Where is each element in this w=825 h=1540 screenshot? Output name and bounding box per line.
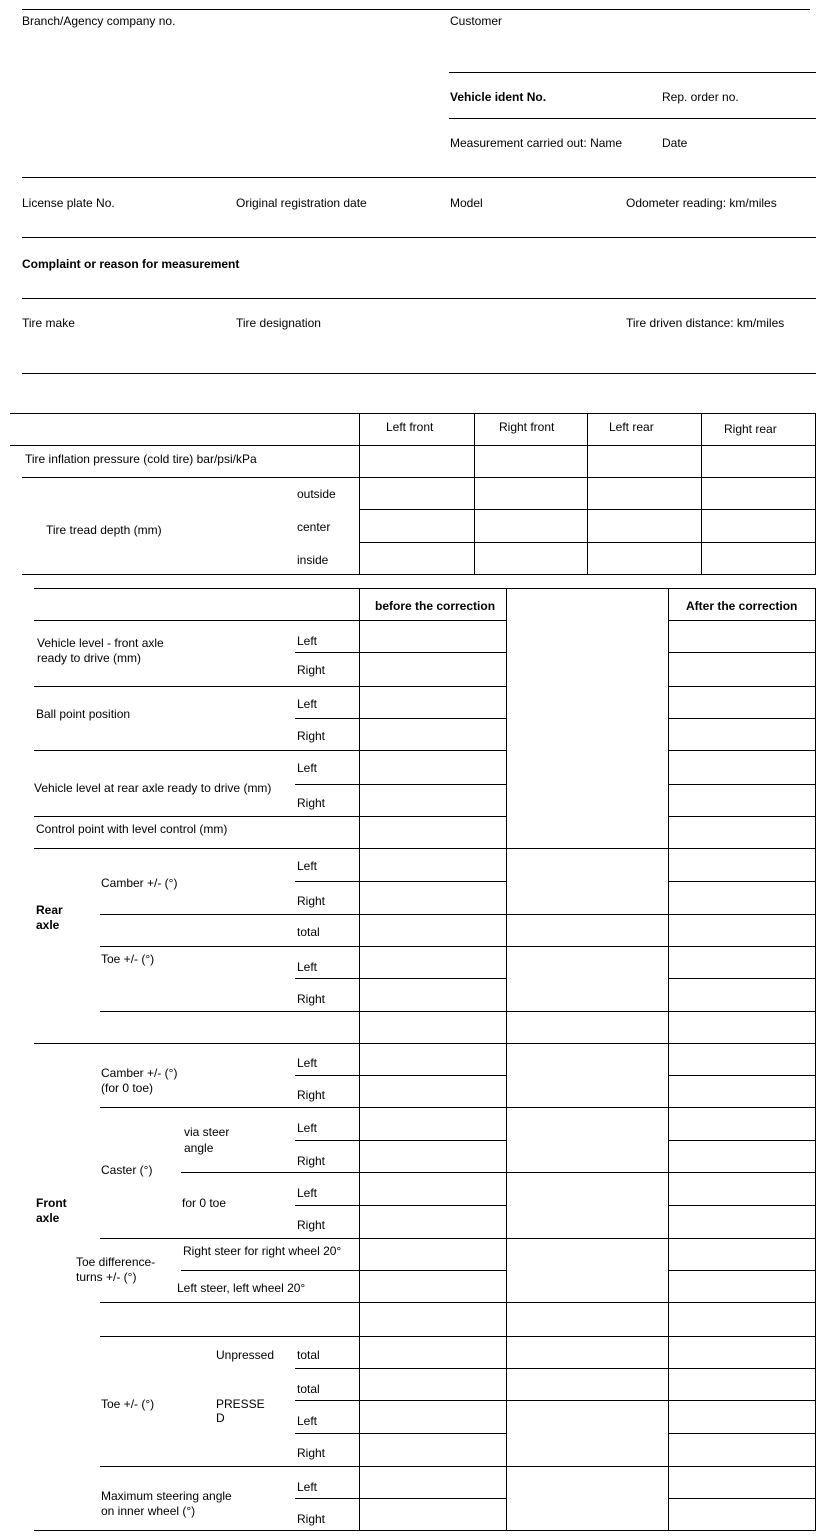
ball-point-label: Ball point position [36, 707, 131, 721]
tread-depth-label: Tire tread depth (mm) [46, 523, 162, 537]
rule [100, 1107, 816, 1108]
rear-toe-label: Toe +/- (°) [101, 952, 155, 966]
rule [359, 413, 360, 574]
rule [34, 848, 816, 849]
right-label: Right [297, 1218, 326, 1232]
vehicle-ident-label: Vehicle ident No. [450, 90, 547, 104]
max-steer-label: on inner wheel (°) [101, 1504, 196, 1518]
toe-difference-label: Toe difference- [76, 1255, 156, 1269]
after-correction-header: After the correction [686, 599, 798, 613]
control-point-label: Control point with level control (mm) [36, 822, 228, 836]
rule [587, 413, 588, 574]
rule [295, 1400, 816, 1401]
left-label: Left [297, 1186, 318, 1200]
rule [295, 1498, 507, 1499]
rule [295, 784, 507, 785]
rule [668, 652, 816, 653]
rule [701, 413, 702, 574]
for-zero-toe-label: for 0 toe [182, 1196, 227, 1210]
rule [100, 1302, 816, 1303]
via-steer-label: angle [184, 1141, 214, 1155]
rule [22, 373, 816, 374]
rule [22, 298, 816, 299]
rule [474, 413, 475, 574]
via-steer-label: via steer [184, 1125, 230, 1139]
rule [668, 1433, 816, 1434]
rule [22, 574, 816, 575]
col-left-rear: Left rear [609, 420, 654, 434]
before-correction-header: before the correction [375, 599, 496, 613]
rule [668, 588, 669, 1530]
rule [668, 816, 816, 817]
rule [668, 978, 816, 979]
rep-order-label: Rep. order no. [662, 90, 739, 104]
caster-label: Caster (°) [101, 1163, 153, 1177]
rule [100, 1238, 816, 1239]
left-label: Left [297, 1480, 318, 1494]
right-label: Right [297, 1088, 326, 1102]
right-label: Right [297, 1512, 326, 1526]
orig-reg-date-label: Original registration date [236, 196, 367, 210]
branch-label: Branch/Agency company no. [22, 14, 176, 28]
rule [668, 881, 816, 882]
rear-camber-label: Camber +/- (°) [101, 876, 178, 890]
rule [100, 1466, 816, 1467]
left-label: Left [297, 761, 318, 775]
model-label: Model [450, 196, 483, 210]
tread-inside-label: inside [297, 553, 329, 567]
rule [34, 750, 507, 751]
license-plate-label: License plate No. [22, 196, 115, 210]
rule [506, 588, 507, 1530]
right-label: Right [297, 1154, 326, 1168]
rule [449, 72, 816, 73]
front-camber-label: (for 0 toe) [101, 1081, 154, 1095]
rule [22, 177, 816, 178]
rule [295, 1140, 507, 1141]
unpressed-label: Unpressed [216, 1348, 275, 1362]
rule [815, 413, 816, 574]
col-left-front: Left front [386, 420, 434, 434]
front-toe-label: Toe +/- (°) [101, 1397, 155, 1411]
tread-center-label: center [297, 520, 331, 534]
rule [668, 620, 816, 621]
right-label: Right [297, 796, 326, 810]
right-label: Right [297, 729, 326, 743]
tread-outside-label: outside [297, 487, 336, 501]
measurement-name-label: Measurement carried out: Name [450, 136, 623, 150]
rule [295, 1205, 507, 1206]
right-label: Right [297, 992, 326, 1006]
rule [34, 816, 507, 817]
max-steer-label: Maximum steering angle [101, 1489, 232, 1503]
rule [295, 1368, 816, 1369]
pressed-label: D [216, 1411, 225, 1425]
rule [668, 1075, 816, 1076]
front-camber-label: Camber +/- (°) [101, 1066, 178, 1080]
right-label: Right [297, 1446, 326, 1460]
tire-driven-label: Tire driven distance: km/miles [626, 316, 785, 330]
front-axle-label: Front [36, 1196, 67, 1210]
pressed-label: PRESSE [216, 1397, 265, 1411]
rule [668, 1205, 816, 1206]
rule [100, 914, 816, 915]
rule [100, 946, 816, 947]
rule [668, 686, 816, 687]
rule [668, 784, 816, 785]
left-label: Left [297, 859, 318, 873]
level-front-label: Vehicle level - front axle [37, 636, 164, 650]
rule [22, 477, 816, 478]
rule [22, 237, 816, 238]
tire-make-label: Tire make [22, 316, 75, 330]
rule [815, 588, 816, 1530]
rule [34, 588, 816, 589]
total-label: total [297, 1348, 320, 1362]
rule [34, 1530, 816, 1531]
rule [295, 881, 507, 882]
toe-difference-label: turns +/- (°) [76, 1270, 137, 1284]
level-rear-label: Vehicle level at rear axle ready to drive (mm) [34, 781, 272, 795]
left-steer-label: Left steer, left wheel 20° [177, 1281, 306, 1295]
rule [181, 1172, 816, 1173]
right-label: Right [297, 663, 326, 677]
rule [181, 1270, 507, 1271]
rule [295, 718, 507, 719]
rule [359, 588, 360, 1530]
rear-axle-label: Rear [36, 903, 63, 917]
rule [34, 620, 507, 621]
left-label: Left [297, 634, 318, 648]
customer-label: Customer [450, 14, 503, 28]
rule [295, 652, 507, 653]
rule [668, 750, 816, 751]
col-right-rear: Right rear [724, 422, 777, 436]
complaint-label: Complaint or reason for measurement [22, 257, 240, 271]
col-right-front: Right front [499, 420, 555, 434]
rear-axle-label: axle [36, 918, 60, 932]
front-axle-label: axle [36, 1211, 60, 1225]
rule [100, 1011, 816, 1012]
rule [668, 1270, 816, 1271]
left-label: Left [297, 1414, 318, 1428]
rule [668, 1140, 816, 1141]
rule [295, 978, 507, 979]
left-label: Left [297, 960, 318, 974]
rule [10, 445, 816, 446]
total-label: total [297, 1382, 320, 1396]
left-label: Left [297, 1121, 318, 1135]
date-label: Date [662, 136, 688, 150]
left-label: Left [297, 697, 318, 711]
rule [449, 118, 816, 119]
right-steer-label: Right steer for right wheel 20° [183, 1244, 342, 1258]
rule [34, 686, 507, 687]
rule [100, 1336, 816, 1337]
left-label: Left [297, 1056, 318, 1070]
rule [668, 718, 816, 719]
rule [668, 1498, 816, 1499]
right-label: Right [297, 894, 326, 908]
rule [295, 1075, 507, 1076]
rule [22, 9, 810, 10]
rule [295, 1433, 507, 1434]
total-label: total [297, 925, 320, 939]
tire-pressure-label: Tire inflation pressure (cold tire) bar/psi/kPa [25, 452, 257, 466]
rule [10, 413, 816, 414]
tire-designation-label: Tire designation [236, 316, 321, 330]
odometer-label: Odometer reading: km/miles [626, 196, 777, 210]
level-front-label: ready to drive (mm) [37, 651, 142, 665]
rule [34, 1043, 816, 1044]
